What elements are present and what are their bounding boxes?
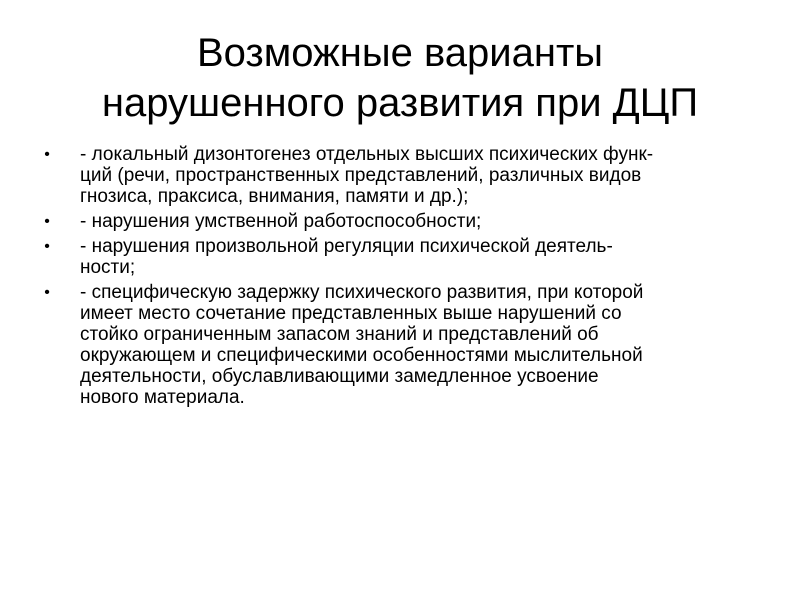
bullet-text-line: ности; bbox=[80, 257, 136, 278]
bullet-text-line: ций (речи, пространственных представлений, различных видов bbox=[80, 165, 642, 186]
bullet-text-line: окружающем и специфическими особенностями мыслительной bbox=[80, 345, 643, 366]
bullet-marker: • bbox=[44, 213, 50, 230]
bullet-text-line: стойко ограниченным запасом знаний и представлений об bbox=[80, 324, 599, 345]
bullet-text-line: нового материала. bbox=[80, 387, 245, 408]
bullet-marker: • bbox=[44, 284, 50, 301]
bullet-marker: • bbox=[44, 238, 50, 255]
bullet-text-line: гнозиса, праксиса, внимания, памяти и др.); bbox=[80, 186, 469, 207]
bullet-item-3 bbox=[40, 236, 780, 278]
bullet-marker: • bbox=[44, 146, 50, 163]
slide-title-line-1: Возможные варианты bbox=[196, 31, 604, 75]
bullet-text-line: имеет место сочетание представленных выше нарушений со bbox=[80, 303, 622, 324]
slide-title bbox=[0, 28, 800, 128]
slide-title-line-2: нарушенного развития при ДЦП bbox=[101, 81, 699, 125]
bullet-item-4 bbox=[40, 282, 780, 408]
bullet-item-2 bbox=[40, 211, 780, 232]
bullet-text-line: - нарушения произвольной регуляции психической деятель- bbox=[80, 236, 613, 257]
bullet-list bbox=[40, 144, 780, 412]
bullet-text-line: - специфическую задержку психического развития, при которой bbox=[80, 282, 644, 303]
bullet-text-line: деятельности, обуславливающими замедленное усвоение bbox=[80, 366, 599, 387]
bullet-text-line: - нарушения умственной работоспособности; bbox=[80, 211, 482, 232]
bullet-text-line: - локальный дизонтогенез отдельных высших психических функ- bbox=[80, 144, 654, 165]
bullet-item-1 bbox=[40, 144, 780, 207]
